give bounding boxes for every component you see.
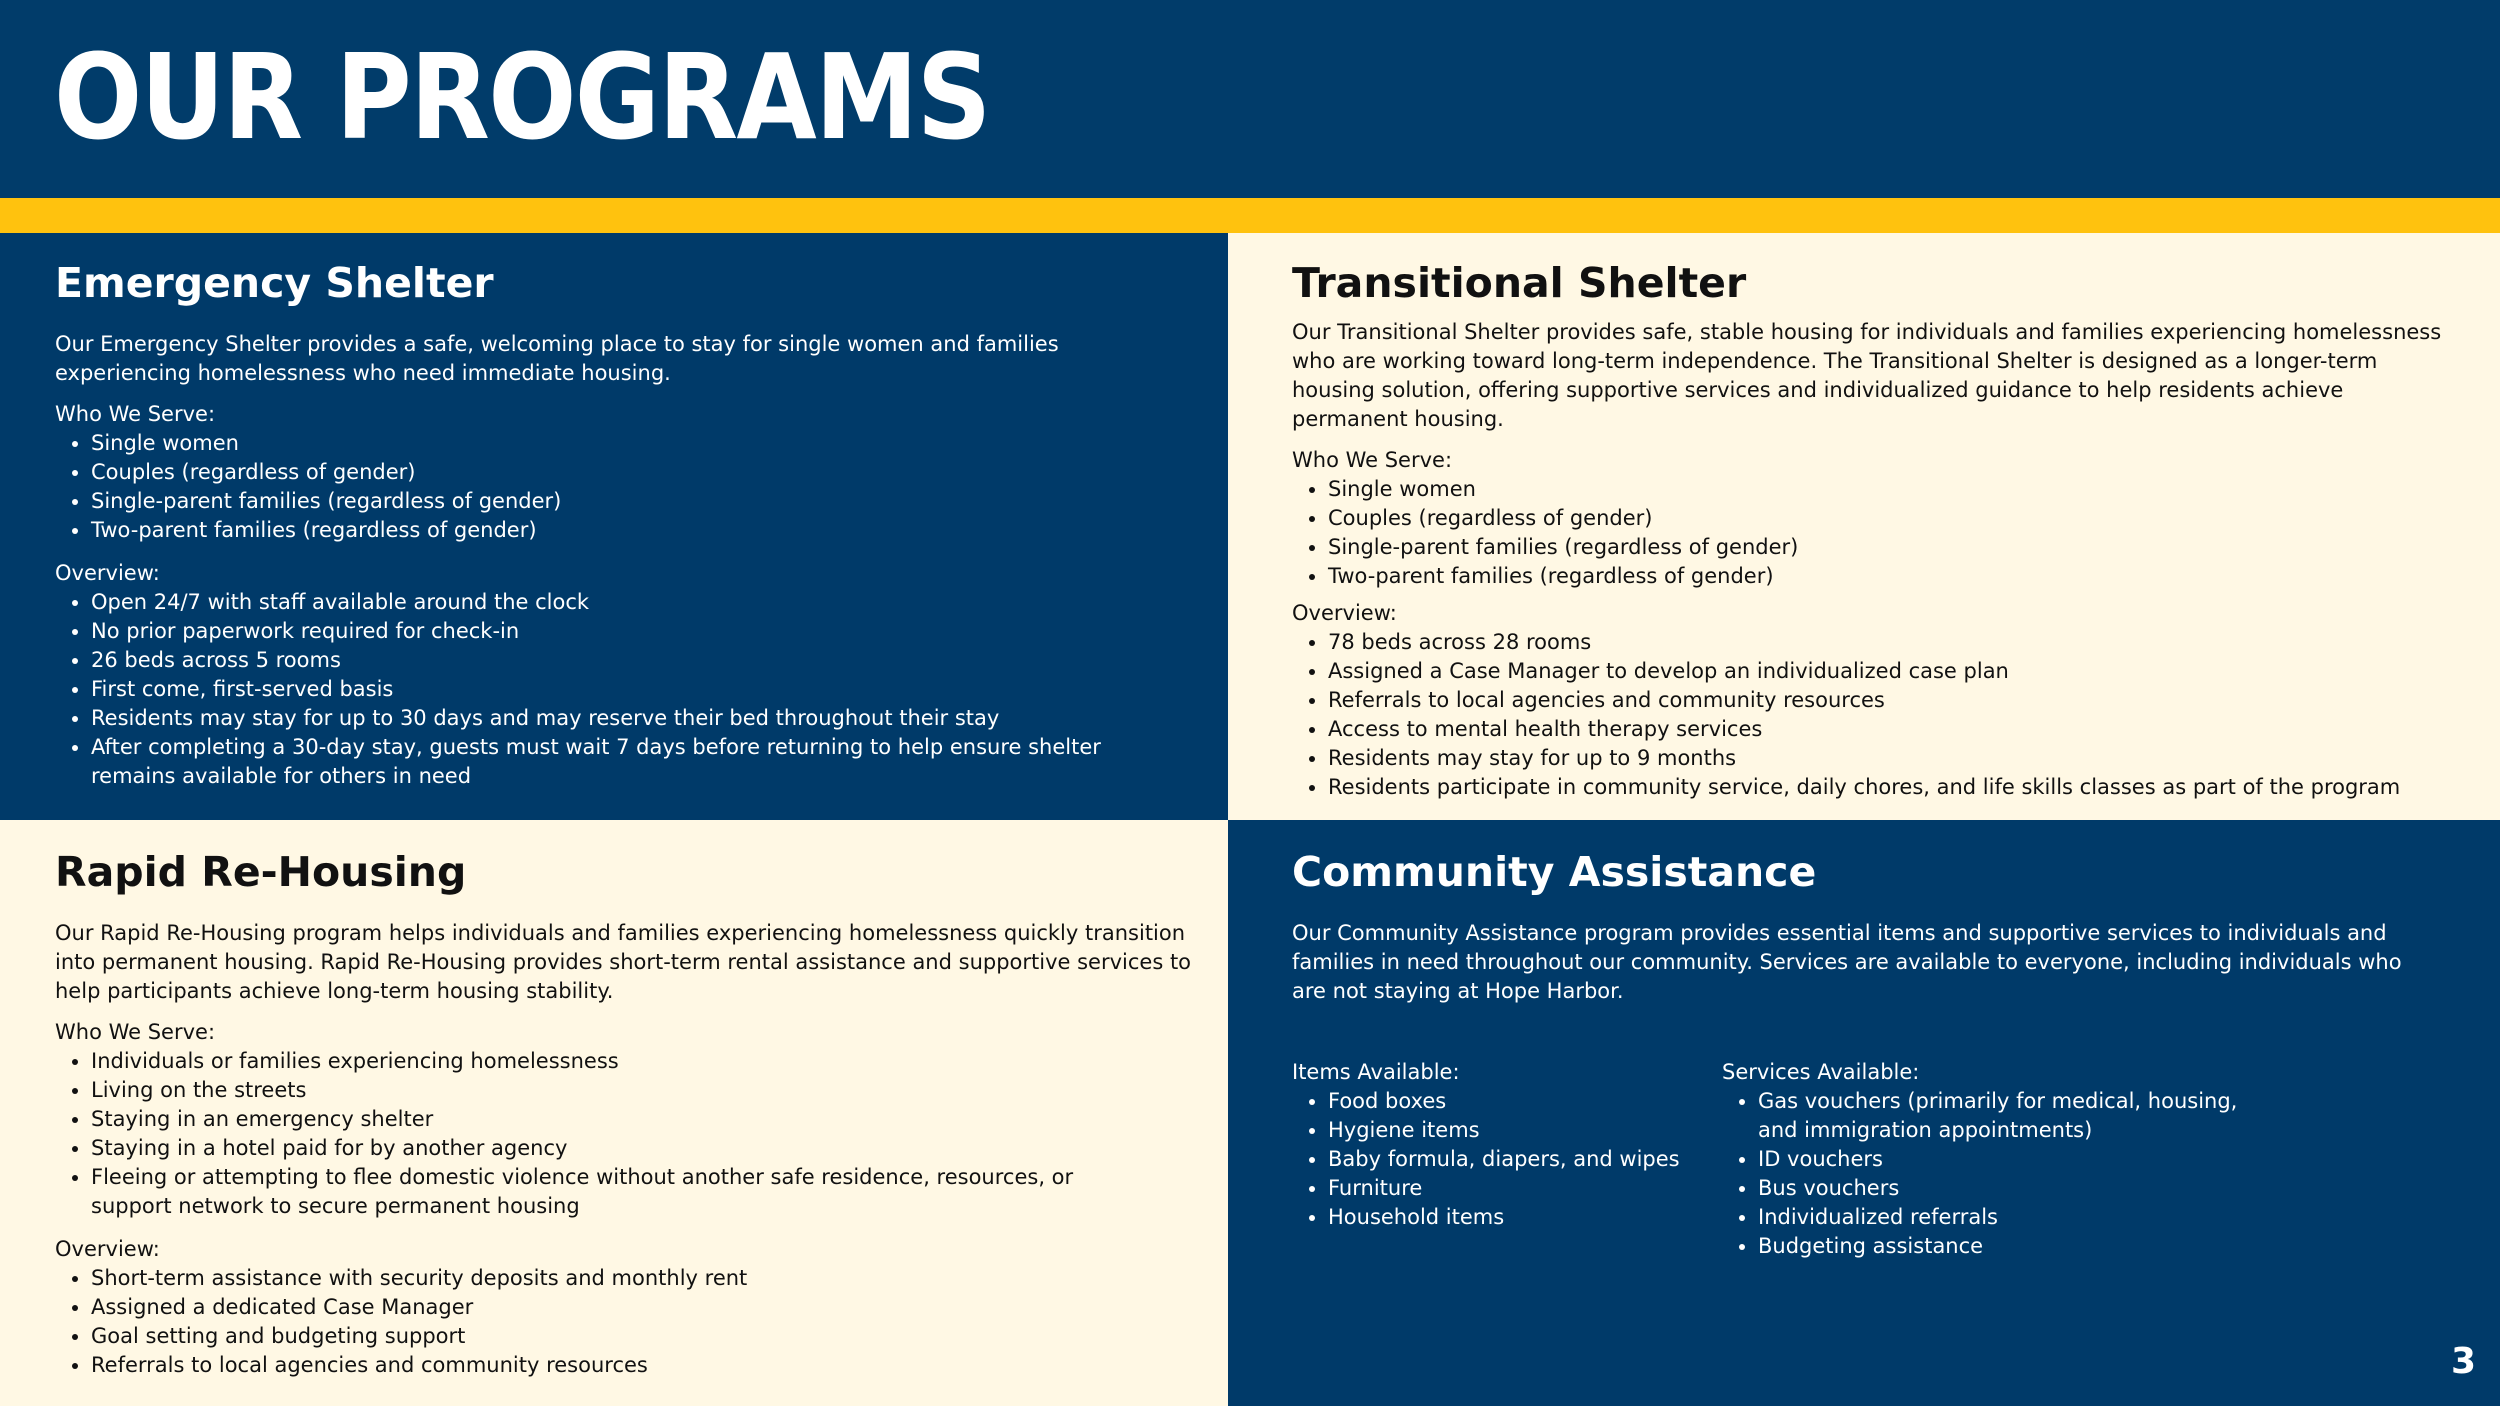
emergency-overview-list xyxy=(55,588,1171,791)
list-item: • Referrals to local agencies and community resources xyxy=(1328,686,2478,715)
page-number: 3 xyxy=(2450,1341,2476,1382)
items-available-label: Items Available: xyxy=(1292,1060,1460,1085)
emergency-shelter-title: Emergency Shelter xyxy=(55,259,494,307)
header-banner xyxy=(0,0,2500,198)
list-item: • Baby formula, diapers, and wipes xyxy=(1328,1145,1712,1174)
transitional-who-list xyxy=(1292,475,2500,591)
community-lists xyxy=(1292,1050,2500,1290)
community-assistance-title: Community Assistance xyxy=(1292,848,1817,896)
services-available-label: Services Available: xyxy=(1722,1060,1920,1085)
community-assistance-panel xyxy=(1228,820,2500,1406)
rapid-rehousing-title: Rapid Re-Housing xyxy=(55,848,467,896)
rapid-who-label: Who We Serve: xyxy=(55,1020,216,1045)
emergency-shelter-panel xyxy=(0,233,1228,820)
list-item: • Assigned a Case Manager to develop an individualized case plan xyxy=(1328,657,2478,686)
transitional-overview-list xyxy=(1292,628,2478,802)
list-item: • Furniture xyxy=(1328,1174,1712,1203)
list-item: • Referrals to local agencies and community resources xyxy=(91,1351,1228,1380)
list-item: • Single women xyxy=(1328,475,2500,504)
list-item: • Individualized referrals xyxy=(1758,1203,2278,1232)
list-item: • Residents may stay for up to 9 months xyxy=(1328,744,2478,773)
list-item: • Single-parent families (regardless of gender) xyxy=(1328,533,2500,562)
list-item: • Hygiene items xyxy=(1328,1116,1712,1145)
list-item: • No prior paperwork required for check-in xyxy=(91,617,1171,646)
list-item: • After completing a 30-day stay, guests must wait 7 days before returning to help ensure shelter remains available for others in need xyxy=(91,733,1171,791)
list-item: • Staying in a hotel paid for by another agency xyxy=(91,1134,1151,1163)
transitional-who-label: Who We Serve: xyxy=(1292,448,1453,473)
list-item: • Food boxes xyxy=(1328,1087,1712,1116)
list-item: • Two-parent families (regardless of gender) xyxy=(1328,562,2500,591)
transitional-shelter-title: Transitional Shelter xyxy=(1292,259,1747,307)
items-available-list xyxy=(1292,1087,1712,1232)
list-item: • Access to mental health therapy services xyxy=(1328,715,2478,744)
list-item: • First come, first-served basis xyxy=(91,675,1171,704)
transitional-shelter-description: Our Transitional Shelter provides safe, stable housing for individuals and families experiencing homelessness who are working toward long-term independence. The Transitional Shelter is designed as a longer-term housing solution, offering supportive services and individualized guidance to help residents achieve permanent housing. xyxy=(1292,320,2442,432)
list-item: • Residents participate in community service, daily chores, and life skills classes as part of the program xyxy=(1328,773,2478,802)
list-item: • Couples (regardless of gender) xyxy=(1328,504,2500,533)
rapid-overview-label: Overview: xyxy=(55,1237,160,1262)
list-item: • Household items xyxy=(1328,1203,1712,1232)
services-column xyxy=(1722,1050,2282,1261)
list-item: • Budgeting assistance xyxy=(1758,1232,2278,1261)
list-item: • Single-parent families (regardless of gender) xyxy=(91,487,1228,516)
list-item: • Assigned a dedicated Case Manager xyxy=(91,1293,1228,1322)
accent-bar xyxy=(0,198,2500,233)
community-assistance-description: Our Community Assistance program provides essential items and supportive services to individuals and families in need throughout our community. Services are available to everyone, including individuals who are not staying at Hope Harbor. xyxy=(1292,921,2402,1004)
list-item: • Couples (regardless of gender) xyxy=(91,458,1228,487)
list-item: • Goal setting and budgeting support xyxy=(91,1322,1228,1351)
transitional-overview-label: Overview: xyxy=(1292,601,1397,626)
list-item: • Short-term assistance with security deposits and monthly rent xyxy=(91,1264,1228,1293)
list-item: • Gas vouchers (primarily for medical, housing, and immigration appointments) xyxy=(1758,1087,2278,1145)
services-available-list xyxy=(1722,1087,2278,1261)
rapid-rehousing-description: Our Rapid Re-Housing program helps individuals and families experiencing homelessness quickly transition into permanent housing. Rapid Re-Housing provides short-term rental assistance and supportive services to help participants achieve long-term housing stability. xyxy=(55,921,1192,1004)
rapid-who-list xyxy=(55,1047,1151,1221)
list-item: • Residents may stay for up to 30 days and may reserve their bed throughout their stay xyxy=(91,704,1171,733)
emergency-shelter-description: Our Emergency Shelter provides a safe, welcoming place to stay for single women and families experiencing homelessness who need immediate housing. xyxy=(55,332,1059,386)
emergency-overview-label: Overview: xyxy=(55,561,160,586)
list-item: • Individuals or families experiencing homelessness xyxy=(91,1047,1151,1076)
list-item: • Open 24/7 with staff available around the clock xyxy=(91,588,1171,617)
emergency-who-label: Who We Serve: xyxy=(55,402,216,427)
list-item: • ID vouchers xyxy=(1758,1145,2278,1174)
list-item: • Staying in an emergency shelter xyxy=(91,1105,1151,1134)
list-item: • Fleeing or attempting to flee domestic violence without another safe residence, resources, or support network to secure permanent housing xyxy=(91,1163,1151,1221)
list-item: • Bus vouchers xyxy=(1758,1174,2278,1203)
list-item: • Two-parent families (regardless of gender) xyxy=(91,516,1228,545)
rapid-overview-list xyxy=(55,1264,1228,1380)
page-title: OUR PROGRAMS xyxy=(54,28,990,166)
list-item: • Single women xyxy=(91,429,1228,458)
list-item: • 78 beds across 28 rooms xyxy=(1328,628,2478,657)
items-column xyxy=(1292,1050,1712,1232)
rapid-rehousing-panel xyxy=(0,820,1228,1406)
list-item: • 26 beds across 5 rooms xyxy=(91,646,1171,675)
list-item: • Living on the streets xyxy=(91,1076,1151,1105)
transitional-shelter-panel xyxy=(1228,233,2500,820)
emergency-who-list xyxy=(55,429,1228,545)
